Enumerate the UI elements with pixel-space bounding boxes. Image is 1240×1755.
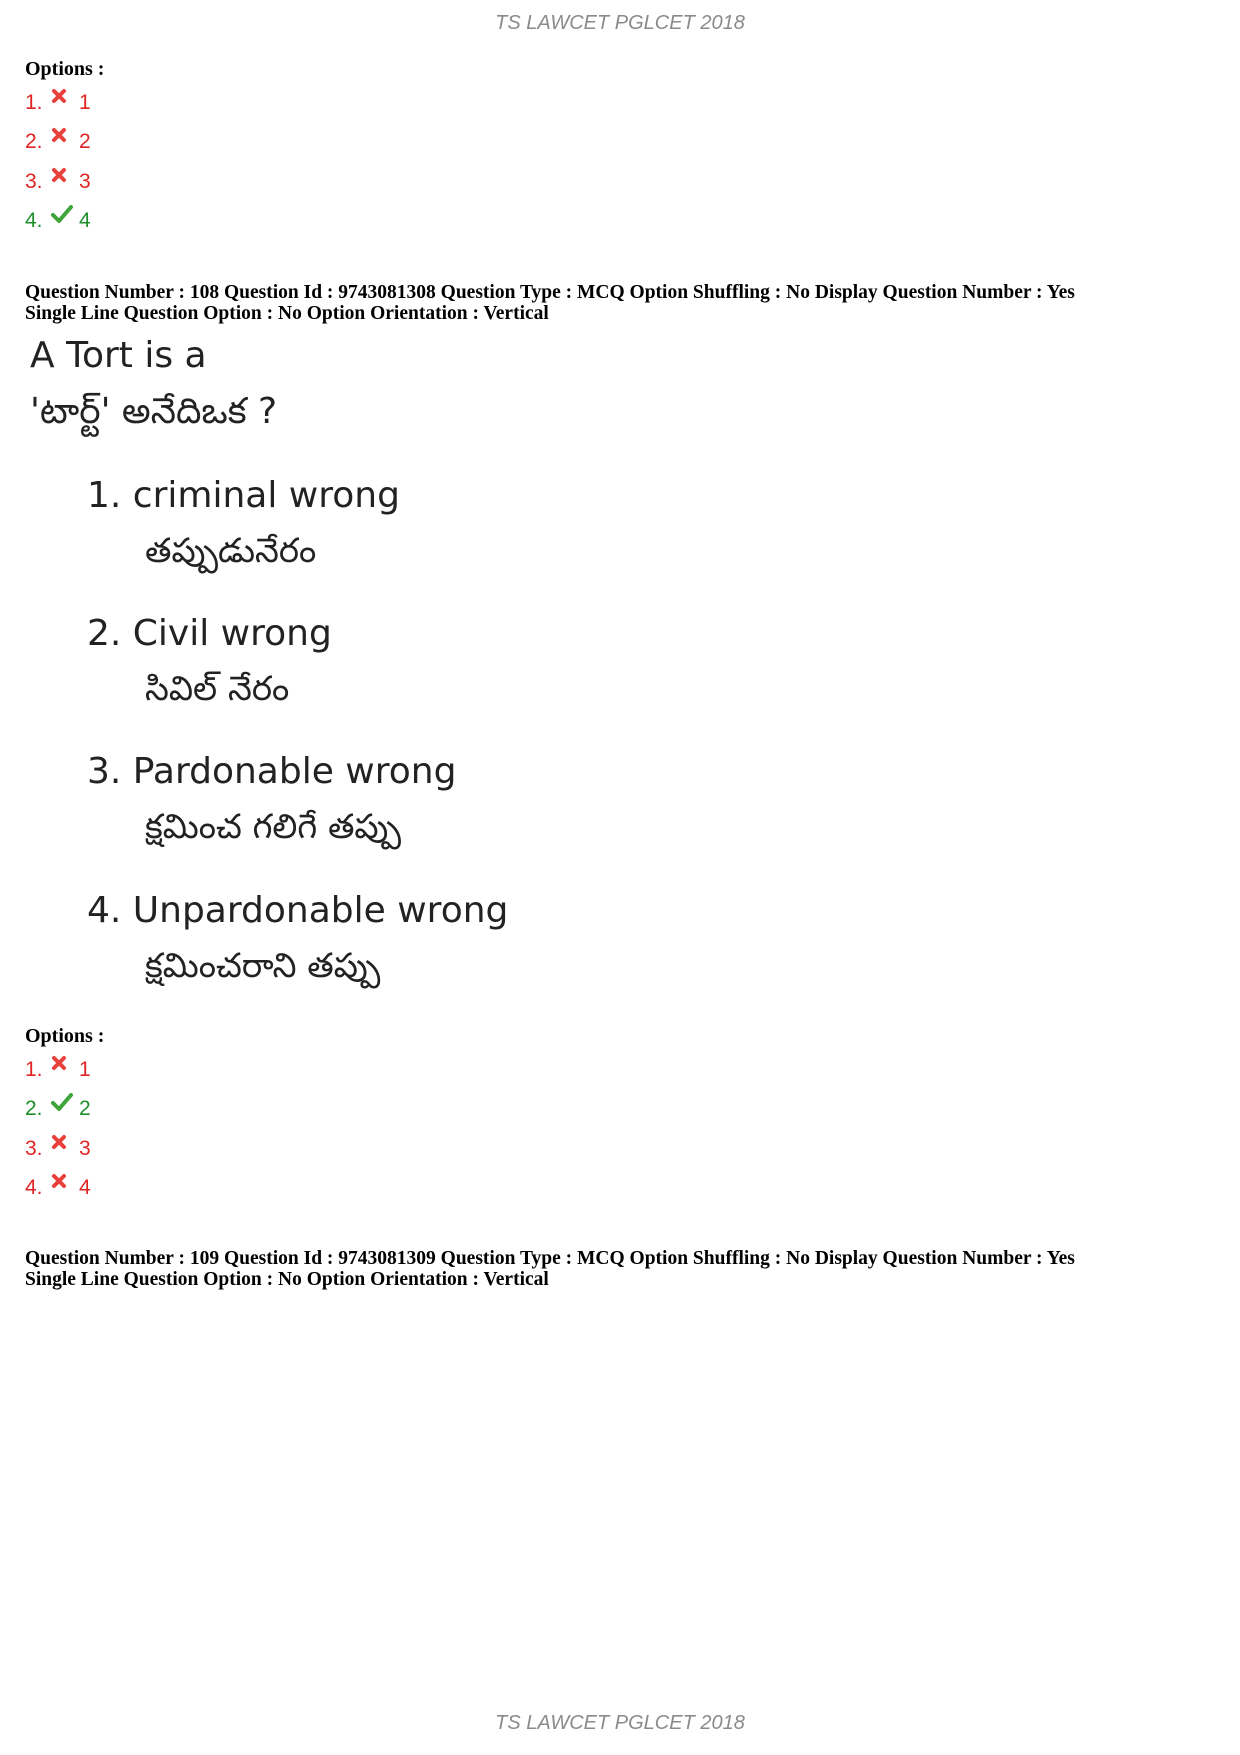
cross-icon xyxy=(51,1055,79,1071)
cross-icon xyxy=(51,167,79,183)
option-value: 4 xyxy=(79,209,91,233)
option-number: 4. xyxy=(25,1176,43,1200)
option-value: 2 xyxy=(79,1097,91,1121)
question-108-meta xyxy=(25,282,1225,324)
option-row xyxy=(25,202,325,242)
cross-icon xyxy=(51,1173,79,1189)
option-value: 3 xyxy=(79,1136,91,1160)
choice-telugu: తప్పుడునేరం xyxy=(145,531,317,571)
option-number: 1. xyxy=(25,1057,43,1081)
option-value: 4 xyxy=(79,1176,91,1200)
option-value: 1 xyxy=(79,1057,91,1081)
option-row xyxy=(25,1090,325,1130)
option-number: 3. xyxy=(25,169,43,193)
option-row xyxy=(25,1129,325,1169)
cross-icon xyxy=(51,88,79,104)
option-value: 3 xyxy=(79,169,91,193)
previous-options-list xyxy=(25,83,325,241)
question-108-image xyxy=(25,335,725,1015)
choice-english: 2. Civil wrong xyxy=(87,613,332,654)
option-value: 1 xyxy=(79,90,91,114)
check-icon xyxy=(51,1093,79,1111)
option-row xyxy=(25,1050,325,1090)
options-label: Options : xyxy=(25,58,105,80)
option-number: 4. xyxy=(25,209,43,233)
option-number: 2. xyxy=(25,130,43,154)
option-value: 2 xyxy=(79,130,91,154)
cross-icon xyxy=(51,127,79,143)
cross-icon xyxy=(51,1134,79,1150)
page-footer: TS LAWCET PGLCET 2018 xyxy=(495,1712,745,1734)
option-row xyxy=(25,1169,325,1209)
choice-english: 4. Unpardonable wrong xyxy=(87,890,509,931)
question-stem-english: A Tort is a xyxy=(30,335,207,376)
question-meta-line: Question Number : 108 Question Id : 9743081308 Question Type : MCQ Option Shuffling : No Display Question Number : Yes xyxy=(25,282,1075,303)
question-meta-line: Single Line Question Option : No Option Orientation : Vertical xyxy=(25,303,549,324)
choice-english: 3. Pardonable wrong xyxy=(87,751,457,792)
option-row xyxy=(25,123,325,163)
option-number: 2. xyxy=(25,1097,43,1121)
choice-telugu: క్షమించరాని తప్పు xyxy=(145,946,381,986)
option-number: 3. xyxy=(25,1136,43,1160)
choice-telugu: క్షమించ గలిగే తప్పు xyxy=(145,807,402,847)
question-meta-line: Single Line Question Option : No Option Orientation : Vertical xyxy=(25,1269,549,1290)
question-meta-line: Question Number : 109 Question Id : 9743081309 Question Type : MCQ Option Shuffling : No Display Question Number : Yes xyxy=(25,1248,1075,1269)
option-row xyxy=(25,162,325,202)
question-109-meta xyxy=(25,1248,1225,1290)
choice-telugu: సివిల్ నేరం xyxy=(145,669,290,709)
question-108-options-list xyxy=(25,1050,325,1208)
option-number: 1. xyxy=(25,90,43,114)
question-stem-telugu: 'టార్ట్' అనేదిఒక ? xyxy=(30,391,278,432)
page-header: TS LAWCET PGLCET 2018 xyxy=(495,12,745,34)
check-icon xyxy=(51,205,79,223)
choice-english: 1. criminal wrong xyxy=(87,475,400,516)
options-label: Options : xyxy=(25,1025,105,1047)
option-row xyxy=(25,83,325,123)
